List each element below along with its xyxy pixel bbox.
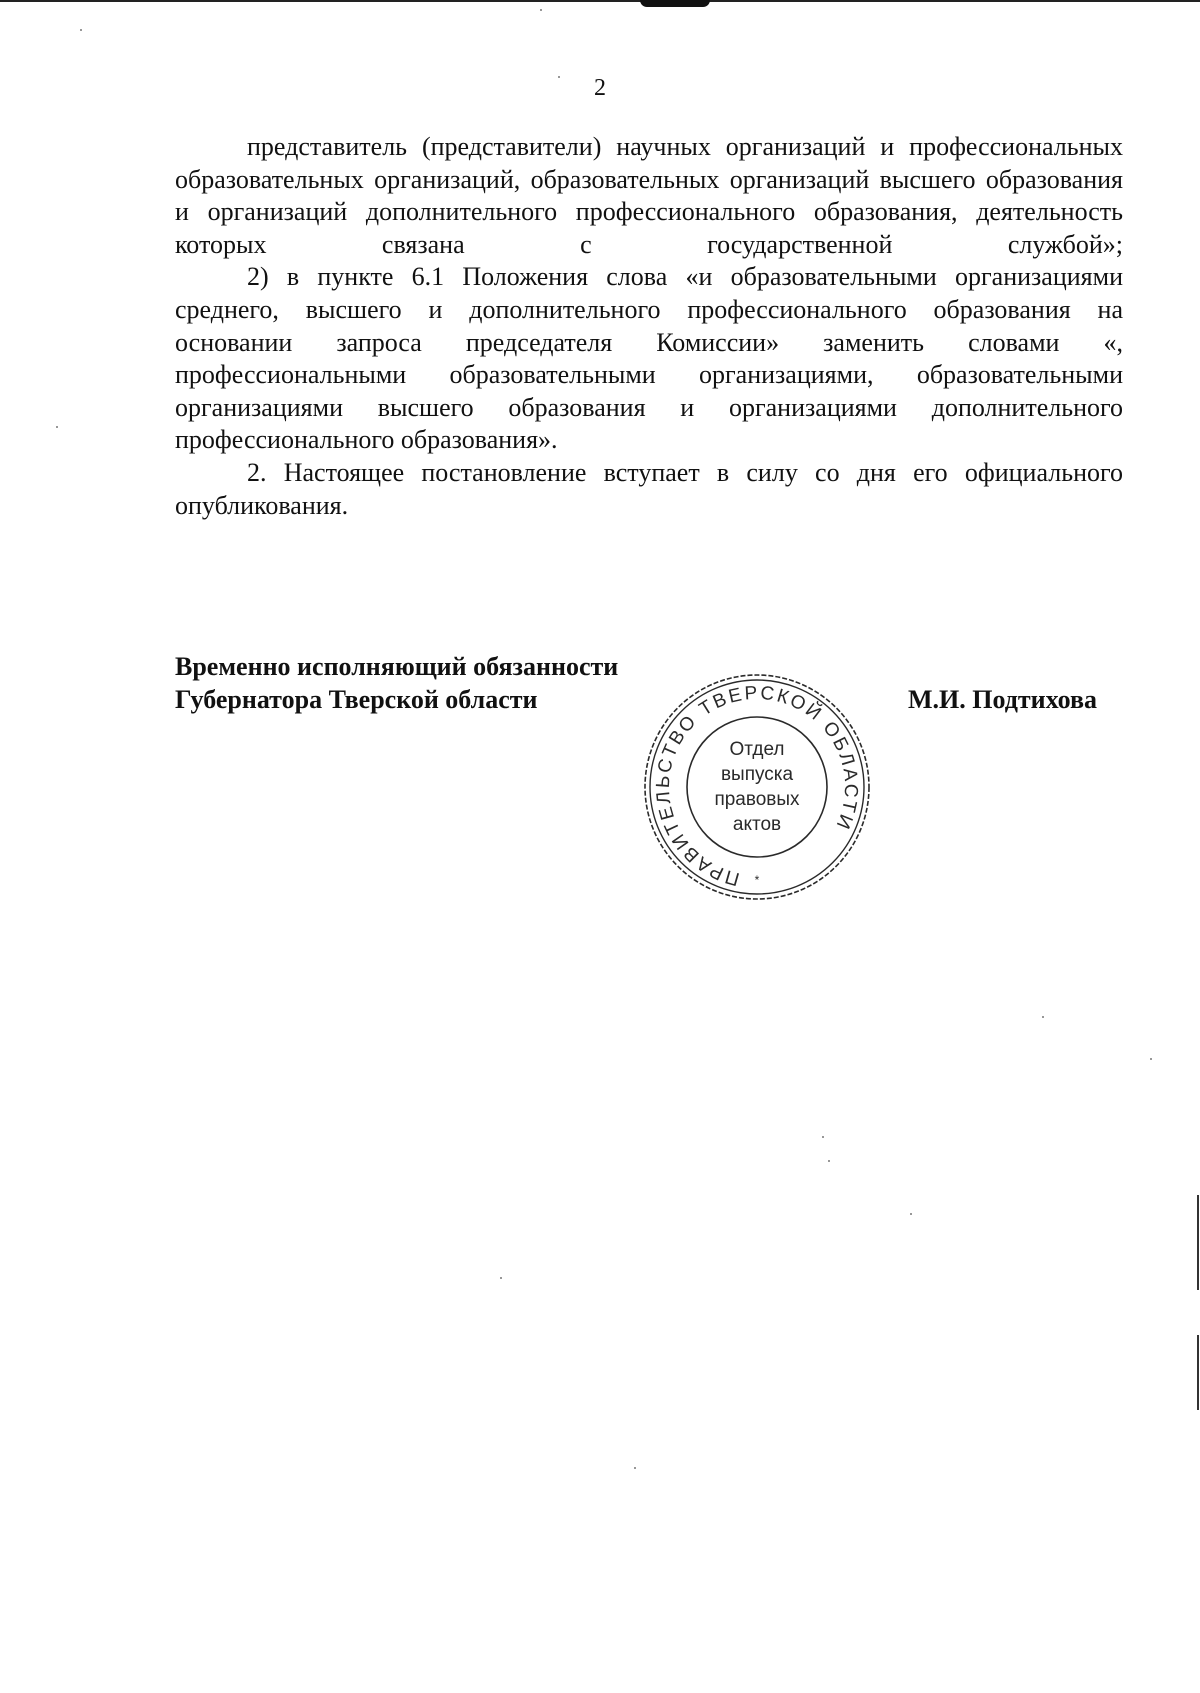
- stamp-center-text: [682, 737, 832, 837]
- signatory-name: М.И. Подтихова: [908, 685, 1098, 714]
- scan-speck: [1042, 1016, 1044, 1018]
- stamp-center-line: актов: [732, 814, 782, 835]
- scan-right-edge-mark: [1197, 1335, 1199, 1410]
- page-number: 2: [594, 75, 606, 101]
- stamp-center-line: выпуска: [720, 764, 794, 785]
- stamp-star-icon: *: [754, 873, 760, 887]
- paragraph-effective-date: 2. Настоящее постановление вступает в силу со дня его официального опубликования.: [175, 457, 1123, 520]
- scan-top-border: [0, 0, 1200, 2]
- stamp-ring-text: ПРАВИТЕЛЬСТВО ТВЕРСКОЙ ОБЛАСТИ: [652, 682, 862, 890]
- scan-speck: [822, 1136, 824, 1138]
- stamp-center-line: Отдел: [729, 739, 785, 760]
- document-body: [175, 131, 1123, 522]
- signatory-title-line: Губернатора Тверской области: [175, 684, 538, 714]
- paragraph-item-2: 2) в пункте 6.1 Положения слова «и образовательными организациями среднего, высшего и дополнительного профессионального образования на основании запроса председателя Комиссии» заменить словами «, профессиональными образовательными организациями, образовательными организациями высшего образования и организациями дополнительного профессионального образования».: [175, 262, 1123, 455]
- scan-speck: [910, 1213, 912, 1215]
- scan-ink-blot: [640, 0, 710, 7]
- scan-speck: [828, 1160, 830, 1162]
- scan-right-edge-mark: [1197, 1195, 1199, 1290]
- scan-speck: [1150, 1058, 1152, 1060]
- scan-speck: [500, 1277, 502, 1279]
- scan-speck: [540, 9, 542, 11]
- scan-speck: [634, 1467, 636, 1469]
- scan-speck: [80, 29, 82, 31]
- paragraph-representatives: представитель (представители) научных организаций и профессиональных образовательных организаций, образовательных организаций высшего образования и организаций дополнительного профессионального образования, деятельность которых связана с государственной службой»;: [175, 132, 1123, 259]
- stamp-center-line: правовых: [714, 789, 800, 810]
- scan-speck: [56, 426, 58, 428]
- signatory-title-line: Временно исполняющий обязанности: [175, 652, 619, 681]
- signatory-title: [175, 651, 618, 716]
